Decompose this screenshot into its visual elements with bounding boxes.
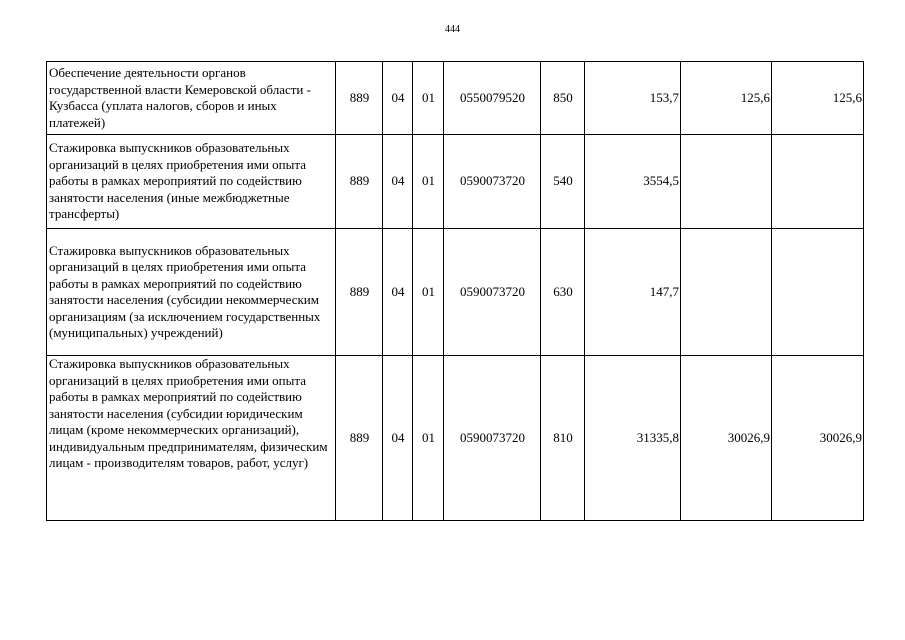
cell-name: Стажировка выпускников образовательных организаций в целях приобретения ими опыта работы в рамках мероприятий по содействию занятости населения (иные межбюджетные трансферты) bbox=[47, 135, 336, 229]
cell-ministry: 889 bbox=[336, 356, 383, 521]
cell-expense-type: 810 bbox=[541, 356, 585, 521]
cell-amount-2: 30026,9 bbox=[681, 356, 772, 521]
cell-section: 04 bbox=[383, 229, 413, 356]
cell-target-article: 0590073720 bbox=[444, 135, 541, 229]
cell-amount-3: 125,6 bbox=[772, 62, 864, 135]
cell-target-article: 0550079520 bbox=[444, 62, 541, 135]
cell-target-article: 0590073720 bbox=[444, 356, 541, 521]
cell-amount-2 bbox=[681, 229, 772, 356]
table-row bbox=[47, 135, 864, 229]
cell-name: Стажировка выпускников образовательных организаций в целях приобретения ими опыта работы в рамках мероприятий по содействию занятости населения (субсидии юридическим лицам (кроме некоммерческих организаций), индивидуальным предпринимателям, физическим лицам - производителям товаров, работ, услуг) bbox=[47, 356, 336, 521]
budget-table bbox=[46, 61, 864, 521]
cell-subsection: 01 bbox=[413, 62, 444, 135]
cell-amount-2 bbox=[681, 135, 772, 229]
cell-target-article: 0590073720 bbox=[444, 229, 541, 356]
cell-ministry: 889 bbox=[336, 62, 383, 135]
page-number: 444 bbox=[445, 24, 460, 35]
cell-expense-type: 850 bbox=[541, 62, 585, 135]
cell-amount-1: 31335,8 bbox=[585, 356, 681, 521]
cell-subsection: 01 bbox=[413, 135, 444, 229]
cell-subsection: 01 bbox=[413, 356, 444, 521]
table-row bbox=[47, 62, 864, 135]
cell-section: 04 bbox=[383, 135, 413, 229]
table-row bbox=[47, 229, 864, 356]
cell-subsection: 01 bbox=[413, 229, 444, 356]
cell-name: Обеспечение деятельности органов государственной власти Кемеровской области - Кузбасса (уплата налогов, сборов и иных платежей) bbox=[47, 62, 336, 135]
cell-expense-type: 630 bbox=[541, 229, 585, 356]
cell-ministry: 889 bbox=[336, 229, 383, 356]
cell-amount-1: 147,7 bbox=[585, 229, 681, 356]
cell-ministry: 889 bbox=[336, 135, 383, 229]
cell-amount-1: 153,7 bbox=[585, 62, 681, 135]
table-row bbox=[47, 356, 864, 521]
cell-amount-1: 3554,5 bbox=[585, 135, 681, 229]
cell-section: 04 bbox=[383, 356, 413, 521]
cell-section: 04 bbox=[383, 62, 413, 135]
cell-amount-3: 30026,9 bbox=[772, 356, 864, 521]
cell-amount-3 bbox=[772, 135, 864, 229]
cell-amount-2: 125,6 bbox=[681, 62, 772, 135]
cell-amount-3 bbox=[772, 229, 864, 356]
cell-name: Стажировка выпускников образовательных организаций в целях приобретения ими опыта работы в рамках мероприятий по содействию занятости населения (субсидии некоммерческим организациям (за исключением государственных (муниципальных) учреждений) bbox=[47, 229, 336, 356]
cell-expense-type: 540 bbox=[541, 135, 585, 229]
